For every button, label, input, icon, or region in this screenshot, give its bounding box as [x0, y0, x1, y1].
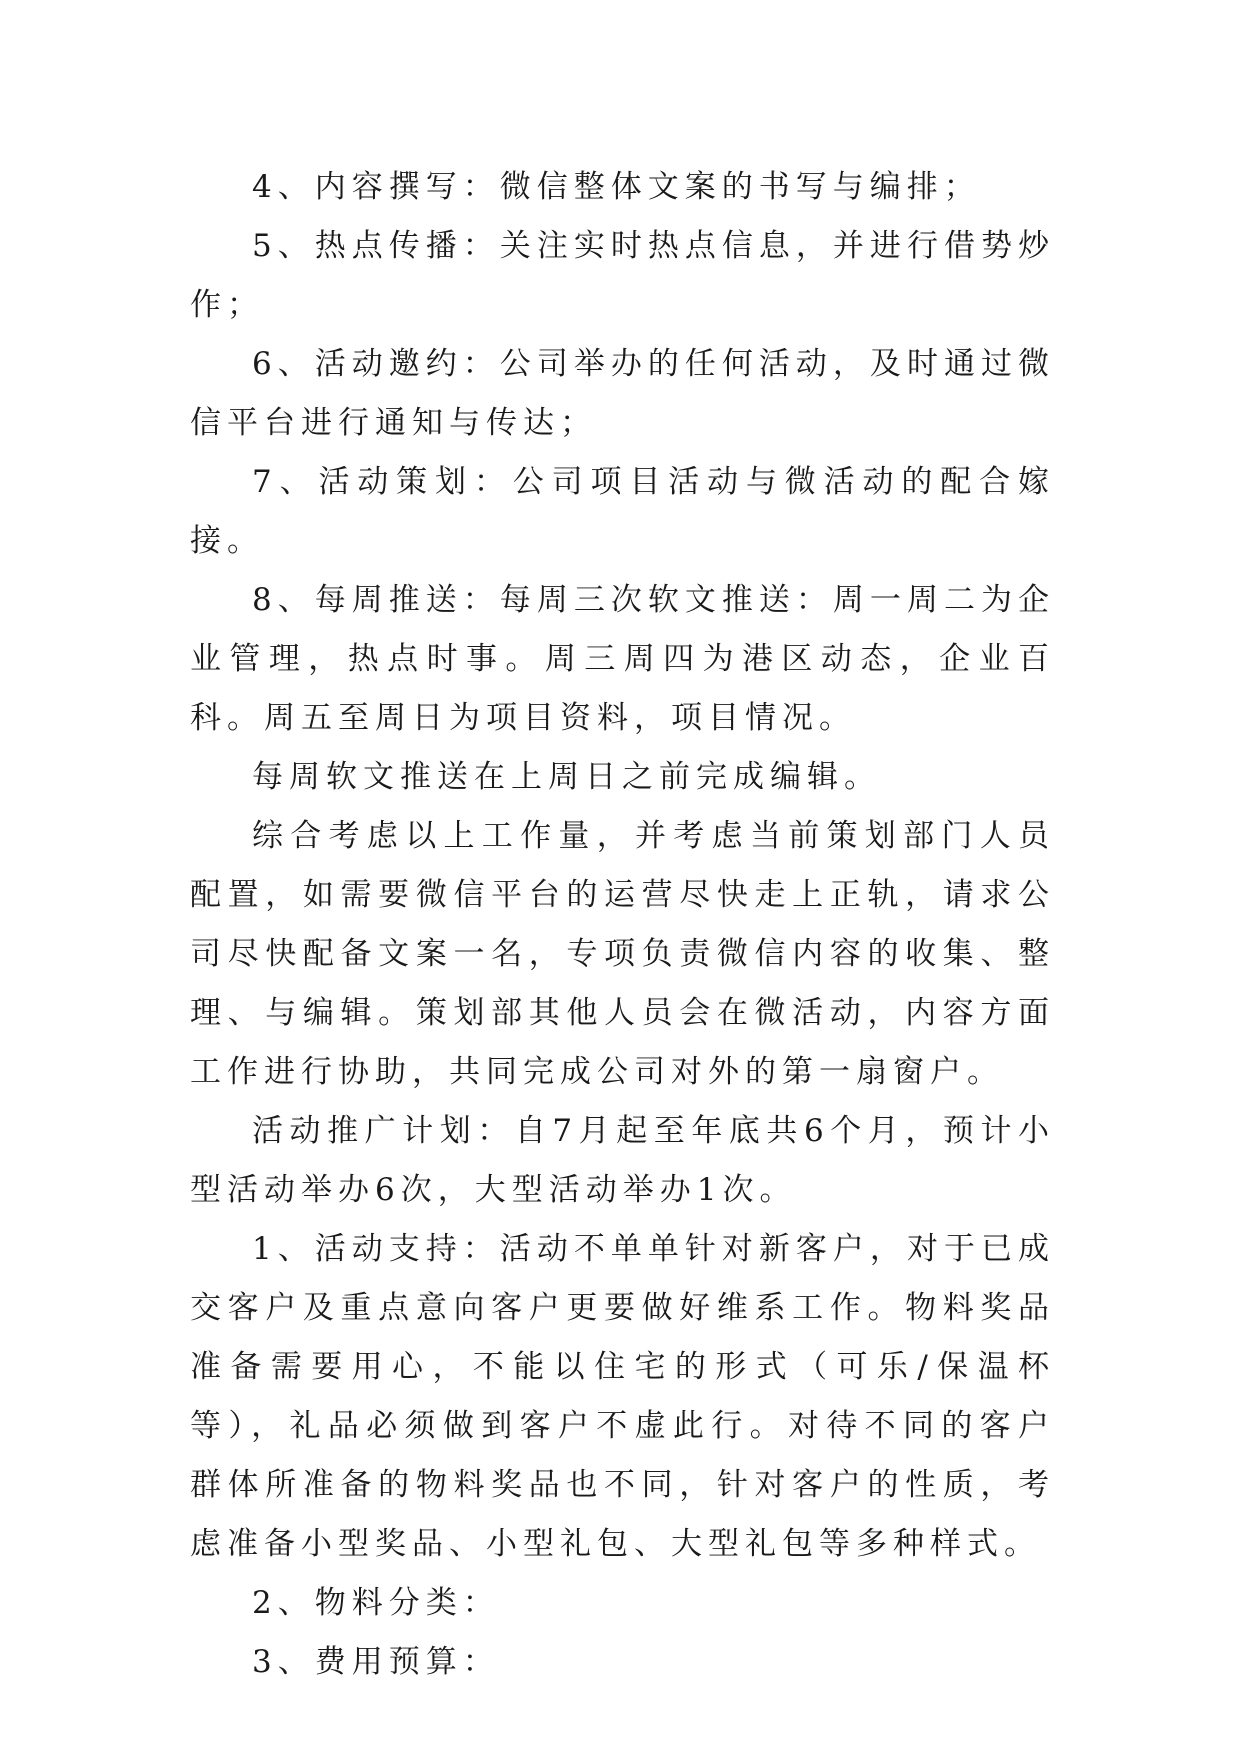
document-body — [190, 158, 1055, 1692]
paragraph-weekly-push: 8、每周推送：每周三次软文推送：周一周二为企业管理，热点时事。周三周四为港区动态，企业百科。周五至周日为项目资料，项目情况。 — [190, 582, 1055, 736]
paragraph-hotspot-spread: 5、热点传播：关注实时热点信息，并进行借势炒作； — [190, 228, 1055, 323]
paragraph-event-invitation: 6、活动邀约：公司举办的任何活动，及时通过微信平台进行通知与传达； — [190, 346, 1055, 441]
paragraph-event-support: 1、活动支持：活动不单单针对新客户，对于已成交客户及重点意向客户更要做好维系工作。物料奖品准备需要用心，不能以住宅的形式（可乐/保温杯等），礼品必须做到客户不虚此行。对待不同的客户群体所准备的物料奖品也不同，针对客户的性质，考虑准备小型奖品、小型礼包、大型礼包等多种样式。 — [190, 1231, 1055, 1562]
paragraph-material-category: 2、物料分类： — [252, 1585, 500, 1621]
paragraph-content-writing: 4、内容撰写：微信整体文案的书写与编排； — [252, 169, 981, 205]
paragraph-weekly-edit-deadline: 每周软文推送在上周日之前完成编辑。 — [252, 759, 881, 795]
paragraph-budget: 3、费用预算： — [252, 1644, 500, 1680]
paragraph-promotion-plan: 活动推广计划：自7月起至年底共6个月，预计小型活动举办6次，大型活动举办1次。 — [190, 1113, 1055, 1208]
paragraph-staffing-request: 综合考虑以上工作量，并考虑当前策划部门人员配置，如需要微信平台的运营尽快走上正轨，请求公司尽快配备文案一名，专项负责微信内容的收集、整理、与编辑。策划部其他人员会在微活动，内容方面工作进行协助，共同完成公司对外的第一扇窗户。 — [190, 818, 1055, 1090]
paragraph-event-planning: 7、活动策划：公司项目活动与微活动的配合嫁接。 — [190, 464, 1055, 559]
